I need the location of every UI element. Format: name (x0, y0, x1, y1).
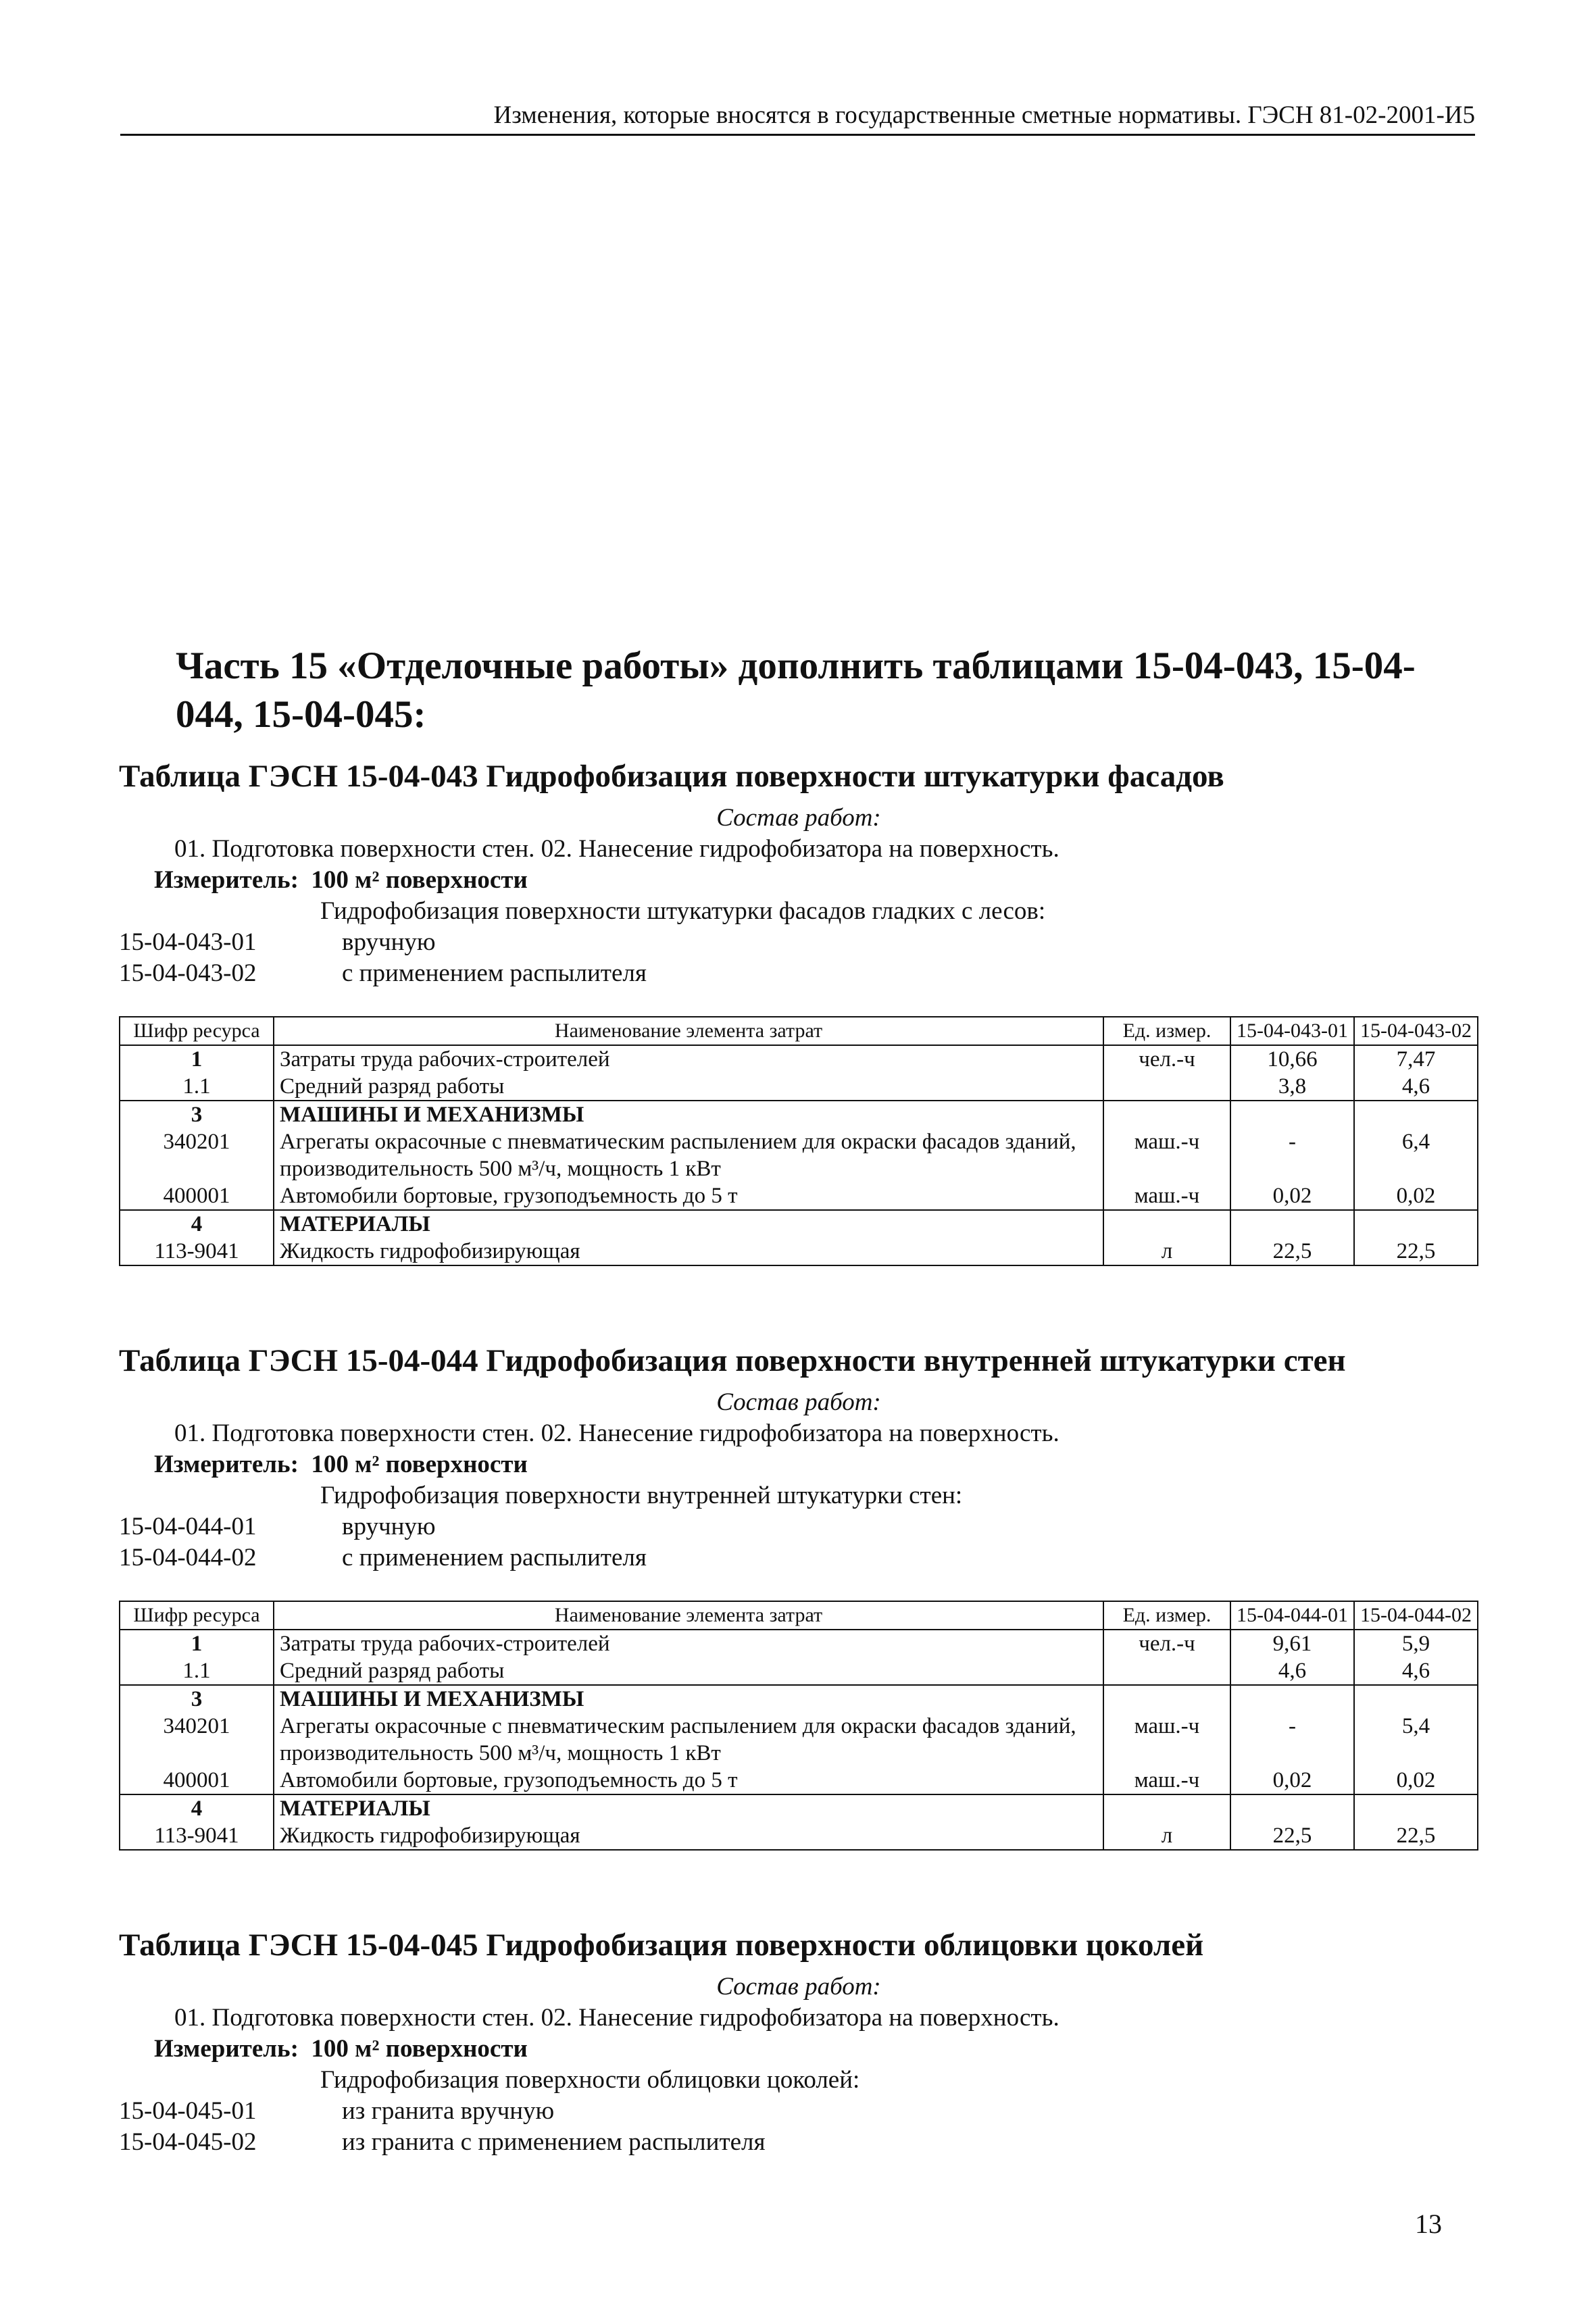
cell-code: 4 (120, 1794, 274, 1822)
measure-value: 100 м² поверхности (311, 866, 528, 894)
variant-row (119, 927, 1478, 958)
cell-value-1 (1230, 1685, 1354, 1713)
variant-desc: из гранита вручную (342, 2097, 555, 2125)
page-header: Изменения, которые вносятся в государственные сметные нормативы. ГЭСН 81-02-2001-И5 (120, 100, 1475, 136)
table-row (120, 1128, 1478, 1182)
cell-value-1: 3,8 (1230, 1073, 1354, 1101)
table-row (120, 1713, 1478, 1767)
cell-name: МАТЕРИАЛЫ (274, 1210, 1103, 1238)
col-header-variant-2: 15-04-043-02 (1354, 1017, 1478, 1045)
cell-value-1: - (1230, 1713, 1354, 1767)
cell-value-1: - (1230, 1128, 1354, 1182)
cell-value-2: 5,4 (1354, 1713, 1478, 1767)
cell-value-1 (1230, 1101, 1354, 1128)
cell-value-1: 9,61 (1230, 1630, 1354, 1657)
section-15-04-044 (119, 1341, 1478, 1851)
cell-code: 113-9041 (120, 1822, 274, 1850)
measure-line (119, 865, 1478, 896)
cell-code: 4 (120, 1210, 274, 1238)
cell-value-2: 6,4 (1354, 1128, 1478, 1182)
cell-name: МАШИНЫ И МЕХАНИЗМЫ (274, 1101, 1103, 1128)
table-row (120, 1767, 1478, 1794)
cell-value-1 (1230, 1794, 1354, 1822)
cell-value-1: 22,5 (1230, 1238, 1354, 1265)
cell-unit (1103, 1210, 1230, 1238)
cell-value-1 (1230, 1210, 1354, 1238)
cell-value-2: 22,5 (1354, 1822, 1478, 1850)
variant-row (119, 2127, 1478, 2158)
variant-code: 15-04-044-02 (119, 1544, 257, 1571)
cell-name: Средний разряд работы (274, 1073, 1103, 1101)
cell-name: Средний разряд работы (274, 1657, 1103, 1685)
col-header-variant-1: 15-04-043-01 (1230, 1017, 1354, 1045)
cell-value-2: 4,6 (1354, 1073, 1478, 1101)
group-title: Гидрофобизация поверхности облицовки цоколей: (320, 2066, 860, 2094)
variant-code: 15-04-045-02 (119, 2128, 257, 2156)
section-15-04-043 (119, 757, 1478, 1266)
composition-label: Состав работ: (716, 1973, 881, 2001)
variant-row (119, 1542, 1478, 1574)
cell-value-2 (1354, 1210, 1478, 1238)
col-header-code: Шифр ресурса (120, 1017, 274, 1045)
cell-value-2: 4,6 (1354, 1657, 1478, 1685)
col-header-unit: Ед. измер. (1103, 1017, 1230, 1045)
cell-value-1: 0,02 (1230, 1767, 1354, 1794)
variant-desc: из гранита с применением распылителя (342, 2128, 766, 2156)
col-header-name: Наименование элемента затрат (274, 1601, 1103, 1630)
page-number: 13 (1415, 2209, 1442, 2239)
cell-value-1: 10,66 (1230, 1045, 1354, 1073)
cell-value-2: 22,5 (1354, 1238, 1478, 1265)
variant-row (119, 958, 1478, 989)
group-title: Гидрофобизация поверхности внутренней штукатурки стен: (320, 1482, 963, 1509)
table-row (120, 1657, 1478, 1685)
cell-value-2 (1354, 1685, 1478, 1713)
cell-value-2: 7,47 (1354, 1045, 1478, 1073)
variant-code: 15-04-044-01 (119, 1513, 257, 1540)
group-title: Гидрофобизация поверхности штукатурки фасадов гладких с лесов: (320, 897, 1046, 925)
cell-code: 400001 (120, 1182, 274, 1210)
cell-code: 400001 (120, 1767, 274, 1794)
cell-code: 1.1 (120, 1073, 274, 1101)
variant-code: 15-04-043-02 (119, 959, 257, 987)
variant-row (119, 1511, 1478, 1542)
table-row (120, 1794, 1478, 1822)
variant-desc: вручную (342, 1513, 436, 1540)
cell-value-2: 0,02 (1354, 1182, 1478, 1210)
table-row (120, 1210, 1478, 1238)
intro-title: Часть 15 «Отделочные работы» дополнить таблицами 15-04-043, 15-04-044, 15-04-045: (176, 645, 1416, 736)
col-header-unit: Ед. измер. (1103, 1601, 1230, 1630)
cell-name: Жидкость гидрофобизирующая (274, 1238, 1103, 1265)
cell-unit: л (1103, 1238, 1230, 1265)
table-row (120, 1045, 1478, 1073)
table-row (120, 1685, 1478, 1713)
composition-label: Состав работ: (716, 804, 881, 832)
table-heading: Таблица ГЭСН 15-04-045 Гидрофобизация поверхности облицовки цоколей (119, 1928, 1204, 1963)
cell-name: Жидкость гидрофобизирующая (274, 1822, 1103, 1850)
cell-unit: чел.-ч (1103, 1630, 1230, 1657)
cell-name: МАТЕРИАЛЫ (274, 1794, 1103, 1822)
cell-code: 3 (120, 1101, 274, 1128)
measure-label: Измеритель: (154, 866, 299, 894)
cell-unit (1103, 1657, 1230, 1685)
cell-code: 340201 (120, 1713, 274, 1767)
measure-value: 100 м² поверхности (311, 1451, 528, 1478)
cell-unit (1103, 1073, 1230, 1101)
resource-table (119, 1601, 1478, 1851)
table-heading: Таблица ГЭСН 15-04-043 Гидрофобизация поверхности штукатурки фасадов (119, 759, 1224, 794)
cell-value-2: 0,02 (1354, 1767, 1478, 1794)
cell-unit: л (1103, 1822, 1230, 1850)
cell-name: Затраты труда рабочих-строителей (274, 1630, 1103, 1657)
table-row (120, 1073, 1478, 1101)
variant-desc: с применением распылителя (342, 1544, 647, 1571)
cell-code: 340201 (120, 1128, 274, 1182)
cell-unit (1103, 1685, 1230, 1713)
cell-name: Автомобили бортовые, грузоподъемность до 5 т (274, 1767, 1103, 1794)
cell-name: Агрегаты окрасочные с пневматическим распылением для окраски фасадов зданий, производительность 500 м³/ч, мощность 1 кВт (274, 1713, 1103, 1767)
cell-name: Затраты труда рабочих-строителей (274, 1045, 1103, 1073)
variant-row (119, 2096, 1478, 2127)
cell-name: Агрегаты окрасочные с пневматическим распылением для окраски фасадов зданий, производительность 500 м³/ч, мощность 1 кВт (274, 1128, 1103, 1182)
cell-value-1: 4,6 (1230, 1657, 1354, 1685)
table-heading: Таблица ГЭСН 15-04-044 Гидрофобизация поверхности внутренней штукатурки стен (119, 1343, 1346, 1378)
cell-unit (1103, 1101, 1230, 1128)
operations-text: 01. Подготовка поверхности стен. 02. Нанесение гидрофобизатора на поверхность. (174, 835, 1059, 863)
cell-value-2 (1354, 1794, 1478, 1822)
measure-value: 100 м² поверхности (311, 2035, 528, 2063)
cell-code: 1 (120, 1045, 274, 1073)
table-row (120, 1822, 1478, 1850)
cell-unit: чел.-ч (1103, 1045, 1230, 1073)
variant-desc: с применением распылителя (342, 959, 647, 987)
cell-code: 3 (120, 1685, 274, 1713)
resource-table (119, 1016, 1478, 1266)
measure-line (119, 1449, 1478, 1480)
cell-unit: маш.-ч (1103, 1767, 1230, 1794)
col-header-variant-1: 15-04-044-01 (1230, 1601, 1354, 1630)
operations-text: 01. Подготовка поверхности стен. 02. Нанесение гидрофобизатора на поверхность. (174, 1419, 1059, 1447)
operations-text: 01. Подготовка поверхности стен. 02. Нанесение гидрофобизатора на поверхность. (174, 2004, 1059, 2032)
cell-code: 1.1 (120, 1657, 274, 1685)
cell-name: МАШИНЫ И МЕХАНИЗМЫ (274, 1685, 1103, 1713)
cell-name: Автомобили бортовые, грузоподъемность до 5 т (274, 1182, 1103, 1210)
table-row (120, 1630, 1478, 1657)
variant-desc: вручную (342, 928, 436, 956)
section-15-04-045 (119, 1926, 1478, 2158)
cell-code: 113-9041 (120, 1238, 274, 1265)
measure-label: Измеритель: (154, 1451, 299, 1478)
composition-label: Состав работ: (716, 1388, 881, 1416)
table-row (120, 1182, 1478, 1210)
col-header-name: Наименование элемента затрат (274, 1017, 1103, 1045)
cell-value-1: 0,02 (1230, 1182, 1354, 1210)
table-row (120, 1238, 1478, 1265)
variant-code: 15-04-045-01 (119, 2097, 257, 2125)
cell-value-2 (1354, 1101, 1478, 1128)
col-header-code: Шифр ресурса (120, 1601, 274, 1630)
cell-value-2: 5,9 (1354, 1630, 1478, 1657)
cell-value-1: 22,5 (1230, 1822, 1354, 1850)
cell-unit: маш.-ч (1103, 1182, 1230, 1210)
cell-unit: маш.-ч (1103, 1128, 1230, 1182)
cell-code: 1 (120, 1630, 274, 1657)
measure-line (119, 2034, 1478, 2065)
variant-code: 15-04-043-01 (119, 928, 257, 956)
col-header-variant-2: 15-04-044-02 (1354, 1601, 1478, 1630)
cell-unit: маш.-ч (1103, 1713, 1230, 1767)
measure-label: Измеритель: (154, 2035, 299, 2063)
table-row (120, 1101, 1478, 1128)
cell-unit (1103, 1794, 1230, 1822)
